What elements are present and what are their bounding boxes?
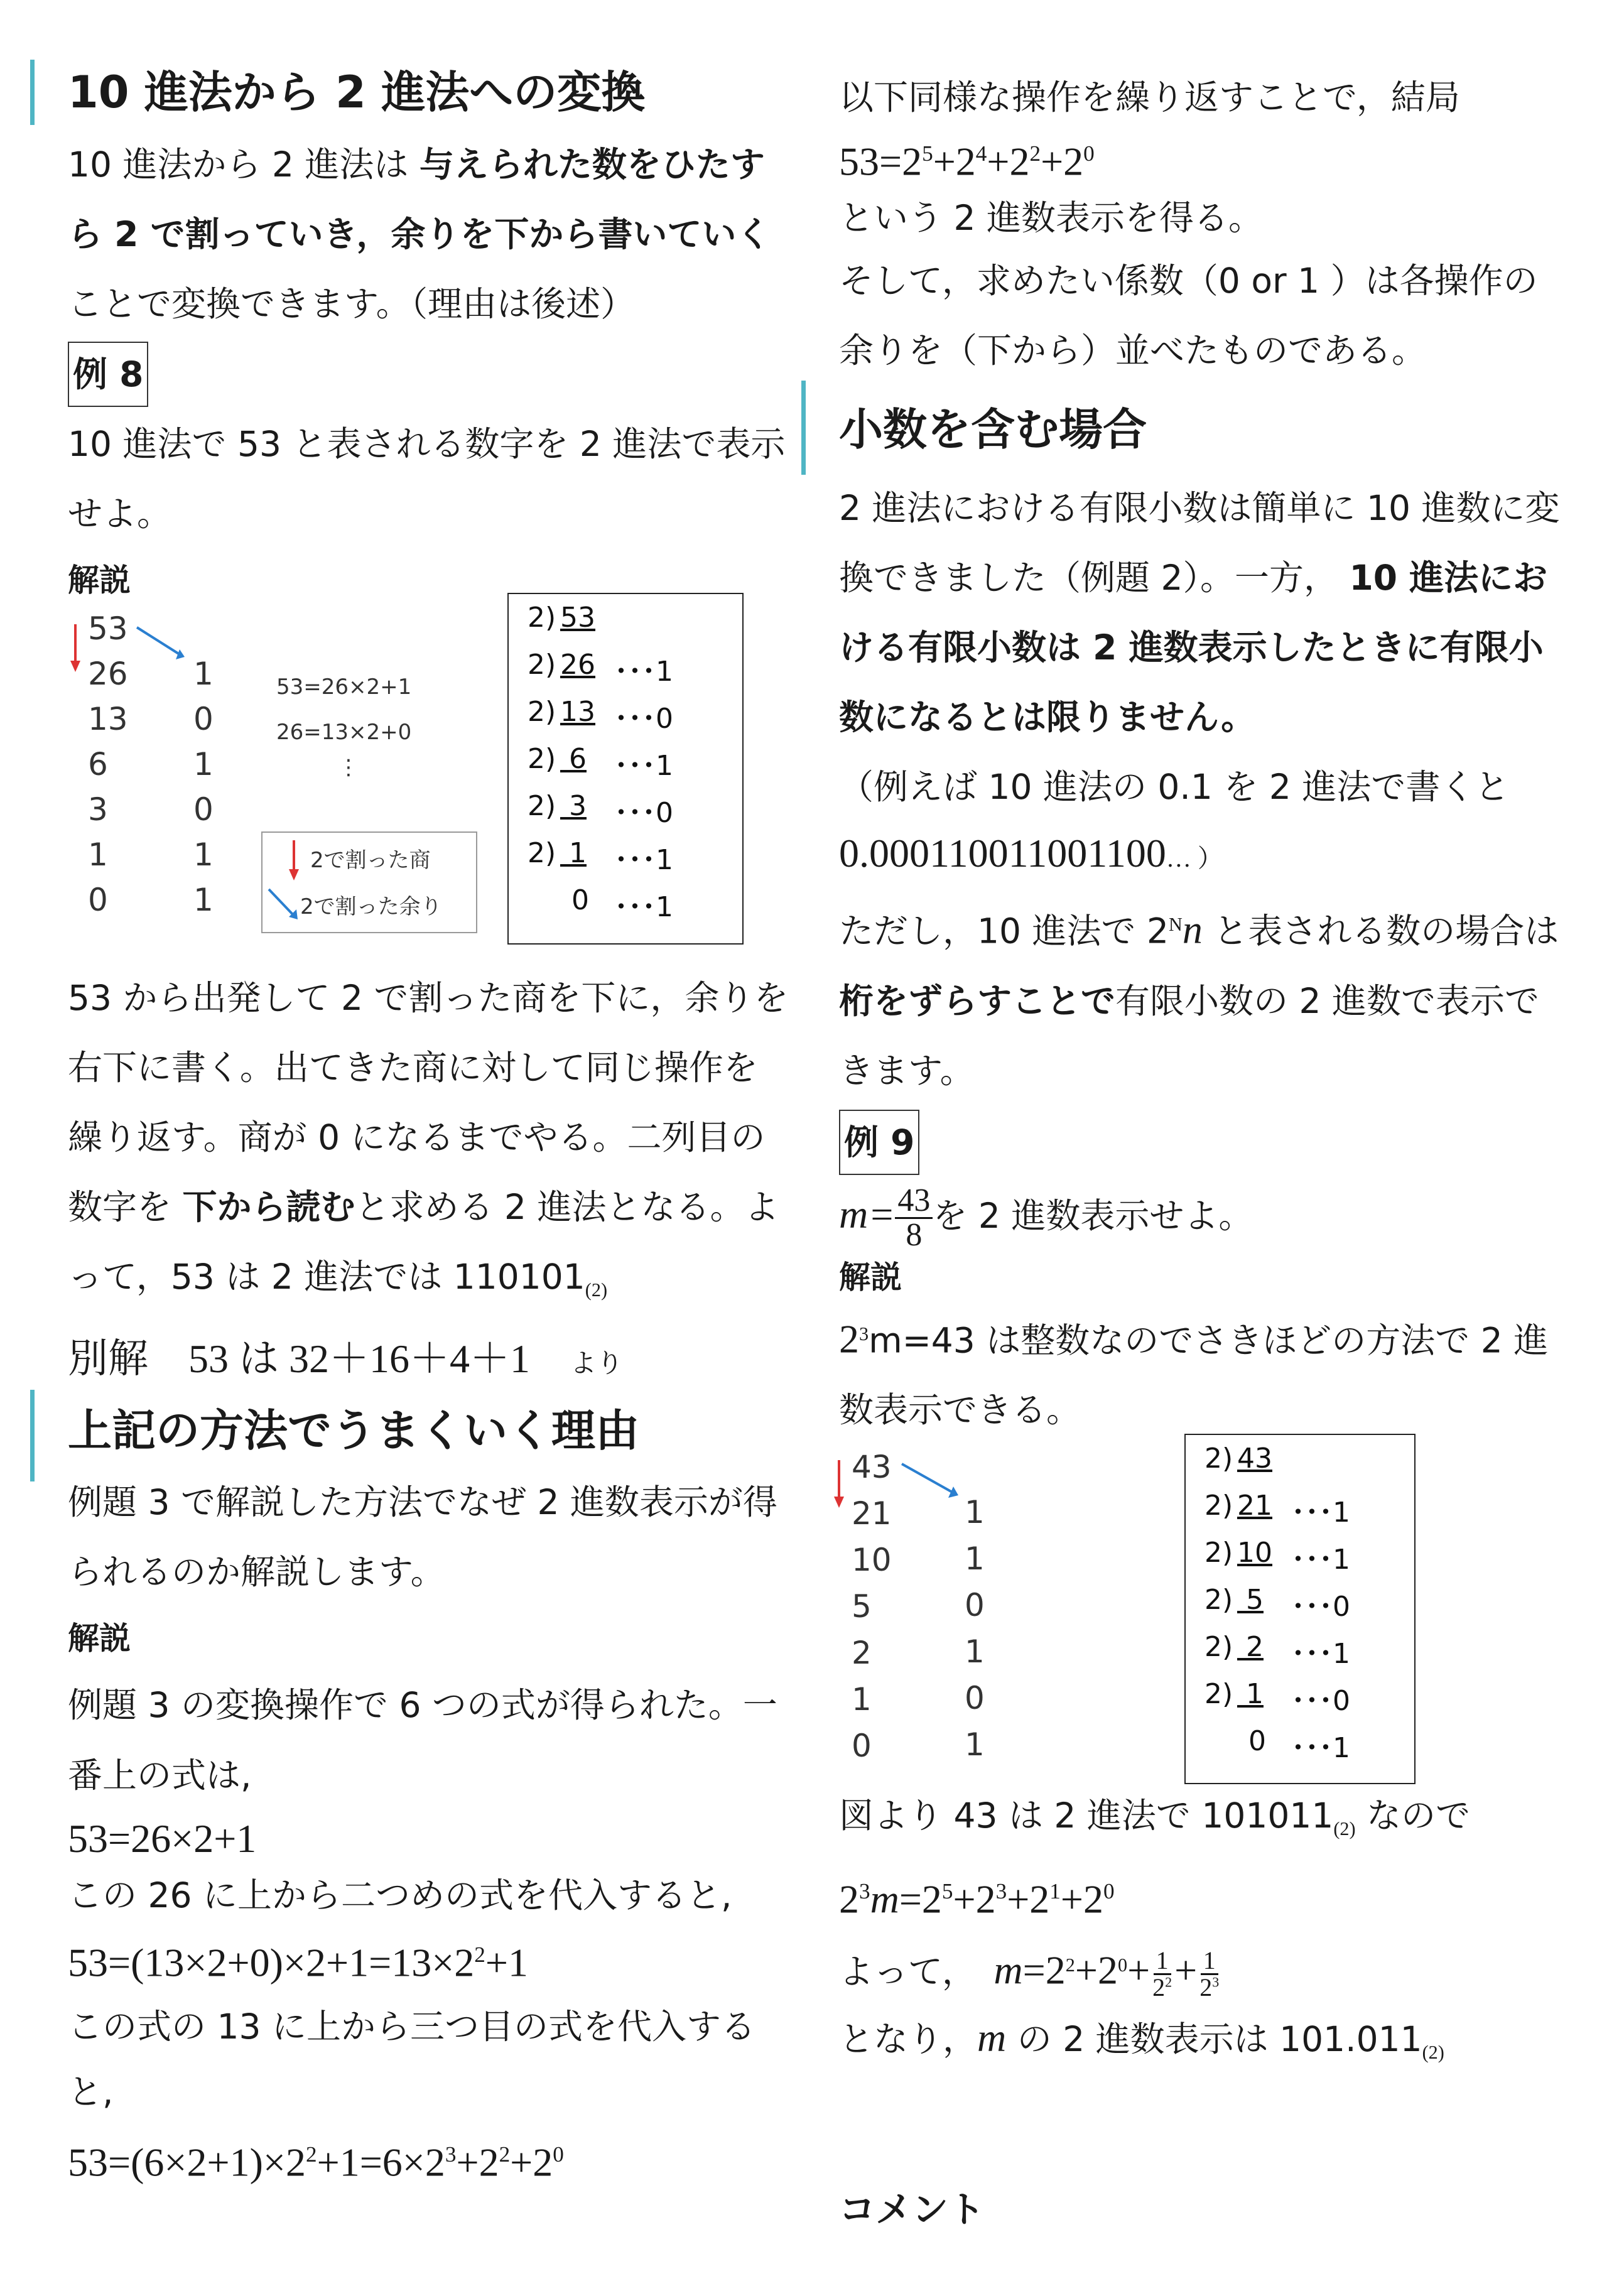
remainder: ･･･0 [1291,1684,1350,1717]
shift-digits-paragraph: ただし，10 進法で $2^Nn$ と表される数の場合は 桁をずらすことで有限小数の 2 進数で表示できます。 [839,907,1559,1091]
remainder: 1 [965,1493,985,1530]
equation-e: $2^3m=2^5+2^3+2^1+2^0$ [839,1876,1115,1922]
division-box-53 [507,593,744,945]
dividend: 53 [560,602,595,634]
substitute-text-2: この式の 13 に上から三つ目の式を代入すると, [68,2006,755,2113]
example-9-label: 例 9 [839,1110,1561,1175]
division-figure-53 [68,602,790,963]
divisor: 2) [528,602,556,634]
remainder: ･･･0 [614,703,673,735]
divisor: 2) [528,837,556,869]
dividend: 6 [560,743,587,775]
remainder: 1 [965,1633,985,1670]
dividend: 1 [560,837,587,869]
legend-remainder: 2で割った余り [300,894,442,919]
remainder: ･･･1 [1291,1637,1350,1670]
remainder: ･･･1 [1291,1496,1350,1529]
explanation-label-2: 解説 [68,1620,131,1657]
remainder: 1 [965,1726,985,1763]
divisor: 2) [528,790,556,822]
reason-paragraph-2: 例題 3 の変換操作で 6 つの式が得られた。一番上の式は, [68,1685,777,1795]
method-paragraph: 53 から出発して 2 で割った商を下に，余りを右下に書く。出てきた商に対して同じ操作を繰り返す。商が 0 になるまでやる。二列目の数字を 下から読むと求める 2 進法となる。よって，53 は 2 進法では $110101_{(2)}$ [68,978,789,1301]
decimal-example-text: （例えば 10 進法の 0.1 を 2 進法で書くと [839,767,1510,808]
dividend: 0 [571,884,589,916]
quotient: 21 [852,1495,892,1532]
legend-quotient: 2で割った商 [310,848,431,873]
intro-paragraph: 10 進法から 2 進法は 与えられた数をひたすら 2 で割っていき，余りを下から書いていくことで変換できます。（理由は後述） [68,144,771,324]
dividend: 5 [1237,1583,1264,1616]
divisor: 2) [1204,1630,1233,1663]
left-column [68,60,790,2193]
quotient: 1 [88,837,108,873]
dividend: 0 [1248,1725,1266,1757]
example-9-solution: $2^3m=43$ は整数なのでさきほどの方法で 2 進数表示できる。 [839,1316,1549,1430]
quotient: 1 [852,1681,872,1718]
remainder: 0 [965,1586,985,1623]
quotient: 0 [88,882,108,918]
continued-text-3: そして，求めたい係数（0 or 1 ）は各操作の余りを（下から）並べたものである。 [839,261,1538,371]
example-8-label: 例 8 [68,342,790,407]
remainder: 1 [193,656,214,692]
quotient: 26 [88,656,128,692]
remainder: 1 [965,1540,985,1577]
dividend: 26 [560,649,595,681]
equation-53: 53=26×2+1 [276,674,412,700]
divisor: 2) [1204,1583,1233,1616]
divisor: 2) [528,696,556,728]
remainder: 1 [193,837,214,873]
quotient: 43 [852,1448,892,1485]
explanation-label-3: 解説 [839,1259,902,1296]
decimal-expansion: 0.000110011001100… ） [839,831,1223,876]
fraction-1-over-8: $\frac{1}{2^3}$ [1199,1946,1220,2001]
dividend: 10 [1237,1536,1272,1569]
divisor: 2) [528,743,556,775]
division-figure-43 [839,1442,1561,1784]
dividend: 1 [1237,1677,1264,1710]
remainder: ･･･1 [614,750,673,782]
equation-f: よって， $m=2^2+2^0+$ $\frac{1}{2^2}$ + $\frac{1}{2^3}$ [839,1931,1561,2006]
dividend: 2 [1237,1630,1264,1663]
equation-a: 53=26×2+1 [68,1816,257,1861]
dividend: 3 [560,790,587,822]
section-heading-decimals: 小数を含む場合 [839,386,1561,474]
final-result: となり，m の 2 進数表示は $101.011_{(2)}$ [839,2015,1444,2063]
dividend: 21 [1237,1489,1272,1522]
remainder: ･･･0 [614,797,673,829]
alternative-solution: 別解 53 は 32＋16＋4＋1 より [68,1336,624,1381]
fraction-1-over-4: $\frac{1}{2^2}$ [1152,1946,1172,2001]
equation-b: $53=(13\times 2+0)\times 2+1=13\times 2^2+1$ [68,1940,528,1985]
divisor: 2) [1204,1536,1233,1569]
explanation-label: 解説 [68,562,131,598]
fraction-43-8: $\frac{43}{8}$ [895,1184,933,1252]
equation-26: 26=13×2+0 [276,720,412,745]
quotient: 53 [88,610,128,647]
remainder: 1 [193,746,214,783]
remainder: ･･･1 [1291,1731,1350,1764]
quotient: 5 [852,1588,872,1625]
remainder: 0 [965,1679,985,1716]
right-column [839,69,1561,2241]
substitute-text-1: この 26 に上から二つめの式を代入すると, [68,1875,732,1915]
remainder: 1 [193,882,214,918]
remainder: ･･･1 [614,891,673,923]
continued-text: 以下同様な操作を繰り返すことで，結局 [839,77,1460,117]
vertical-dots: ⋮ [338,755,359,780]
equation-d: $53=2^5+2^4+2^2+2^0$ [839,139,1095,184]
comment-heading: コメント [839,2187,985,2231]
remainder: ･･･0 [1291,1590,1350,1623]
divisor: 2) [528,649,556,681]
remainder: ･･･1 [614,844,673,876]
remainder: ･･･1 [1291,1543,1350,1576]
divisor: 2) [1204,1442,1233,1475]
quotient: 13 [88,701,128,737]
decimal-paragraph: 2 進法における有限小数は簡単に 10 進数に変換できました（例題 2）。一方， 10 進法における有限小数は 2 進数表示したときに有限小数になるとは限りません。 [839,488,1560,738]
equation-c: $53=(6\times 2+1)\times 2^2+1=6\times 2^3+2^2+2^0$ [68,2140,564,2185]
quotient: 6 [88,746,108,783]
legend-box [261,831,477,933]
quotient: 3 [88,791,108,828]
division-box-43 [1184,1434,1416,1784]
quotient: 2 [852,1634,872,1671]
reason-paragraph: 例題 3 で解説した方法でなぜ 2 進数表示が得られるのか解説します。 [68,1482,777,1592]
section-heading-decimal-to-binary: 10 進法から 2 進法への変換 [68,60,790,125]
divisor: 2) [1204,1489,1233,1522]
remainder: ･･･1 [614,656,673,688]
example-9-question: m= $\frac{43}{8}$ を 2 進数表示せよ。 [839,1183,1253,1254]
quotient: 0 [852,1727,872,1764]
example-8-question: 10 進法で 53 と表される数字を 2 進法で表示せよ。 [68,424,786,534]
result-text: 図より 43 は 2 進法で $101011_{(2)}$ なので [839,1795,1471,1839]
dividend: 13 [560,696,595,728]
section-heading-why-it-works: 上記の方法でうまくいく理由 [68,1397,790,1464]
quotient: 10 [852,1541,892,1578]
remainder: 0 [193,701,214,737]
continued-text-2: という 2 進数表示を得る。 [839,198,1263,239]
divisor: 2) [1204,1677,1233,1710]
remainder: 0 [193,791,214,828]
dividend: 43 [1237,1442,1272,1475]
